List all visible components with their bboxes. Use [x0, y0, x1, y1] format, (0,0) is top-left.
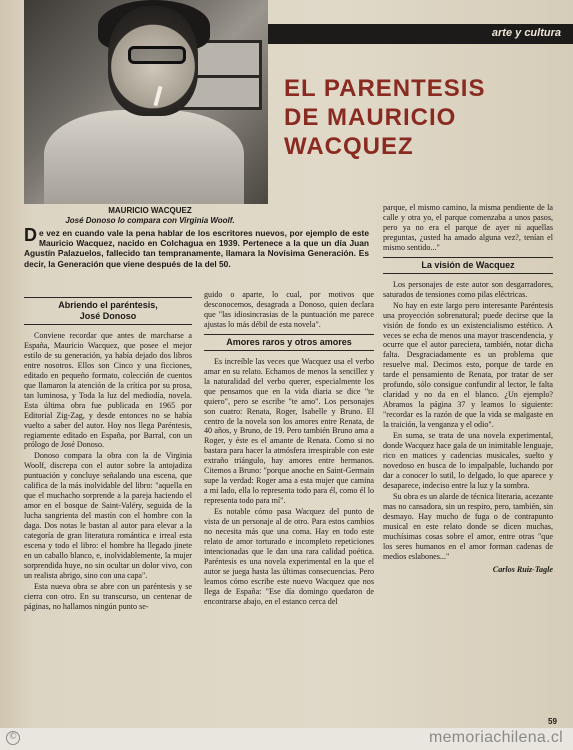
col1-paragraph: Esta nueva obra se abre con un paréntesis y se cierra con otro. En su transcurso, un centenar de páginas, no hallamos ningún punto se-: [24, 581, 192, 611]
col3-paragraph: Su obra es un alarde de técnica literaria, acezante mas no cansadora, sin un respiro, pero, también, sin desmayo. Hay mucho de fuga o de contrapunto musical en este relato donde se dicen muchas, muchísimas cosas sobre el amor, entre otras "que los seres humanos en el amor forman cadenas de medios eslabones...": [383, 491, 553, 561]
author-photo: [24, 0, 268, 204]
page-number: 59: [548, 717, 557, 726]
headline-line-3: WACQUEZ: [284, 133, 414, 160]
photo-figure-body: [44, 110, 244, 204]
intro-dropcap: D: [24, 225, 37, 245]
col2-top-paragraph: guido o aparte, lo cual, por motivos que desconocemos, desagrada a Donoso, quien declara que "las idiosincrasias de la puntuación me parece ajustas lo más débil de esta novela".: [204, 290, 374, 329]
col1-heading-line-1: Abriendo el paréntesis,: [58, 300, 158, 310]
col1-heading-line-2: José Donoso: [79, 311, 137, 321]
col1-heading: [24, 297, 192, 325]
col2-paragraph: Es increíble las veces que Wacquez usa el verbo amar en su relato. Echamos de menos la sencillez y la naturalidad del verbo querer, especialmente los que pensamos que en la vida diaria se dice "te quiero", pero se escribe "te amo". Los personajes son cuatro: Renata, Roger, Isabelle y Bruno. El centro de la novela son los amores entre Renata, de 40 años, y Bruno, de 19. Pero también Bruno ama a Roger, y éste es el amante de Renata. Como si no bastara para hacer la atmósfera irrespirable con este extraño triángulo, hay amores entre hermanos. Citemos a Bruno: "porque anoche en Saint-Germain supe la verdad: Roger ama a esta mujer que camina a mi lado, ella lo representa todo para él, como él lo representa todo para mí".: [204, 356, 374, 506]
col3-paragraph: No hay en este largo pero interesante Paréntesis una proyección sobrenatural; puede decirse que la visión de fondo es un existencialismo estético. A veces se echa de menos una mayor trascendencia, y ocurre que el autor pareciera, también, notar dicha falta. Desgraciadamente es un problema que resuelve mal. Decimos esto, porque de tarde en tarde el pensamiento de Renata, por tratar de ser profundo, sólo consigue confundir al lector, le falta claridad y no da en el blanco. ¿Un ejemplo? Abramos la página 37 y leamos lo siguiente: "recordar es la razón de que la vida se malgaste en la traición, la venganza y el odio".: [383, 300, 553, 430]
photo-caption: [30, 206, 270, 226]
col3-heading: La visión de Wacquez: [383, 257, 553, 274]
headline-line-2: DE MAURICIO: [284, 104, 457, 131]
article-headline: [284, 74, 564, 161]
photo-figure-glasses: [128, 46, 186, 64]
section-label: arte y cultura: [268, 24, 573, 44]
column-2: [204, 290, 374, 608]
caption-name: MAURICIO WACQUEZ: [108, 206, 192, 215]
col1-paragraph: Conviene recordar que antes de marcharse a España, Mauricio Wacquez, que posee el mejor estilo de su generación, ya había dejado dos libros entre nosotros. Ellos son Cinco y una ficciones, editado en pequeño formato, colección de cuentos que llamaron la atención de la crítica por su prosa, tan luminosa, y Toda la luz del mediodía, novela. Esta última obra fue publicada en 1965 por Editorial Zig-Zag, y desde entonces no se había vuelto a saber del autor. Hoy nos llega Paréntesis, regiamente editado en España, por Barral, con un prólogo de José Donoso.: [24, 331, 192, 450]
article-intro: [24, 225, 369, 269]
col3-paragraph: Los personajes de este autor son desgarradores, saturados de tensiones como pilas eléctricas.: [383, 279, 553, 299]
column-3: [383, 203, 553, 575]
headline-line-1: EL PARENTESIS: [284, 75, 486, 102]
footer-site-link[interactable]: memoriachilena.cl: [428, 729, 563, 746]
col2-paragraph: Es notable cómo pasa Wacquez del punto de vista de un personaje al de otro. Para estos cambios no necesita más que una coma. Hay en todo este relato de amor torturado e incompleto repeticiones intencionadas que le dan una rara calidad poética. Paréntesis es una novela experimental en la que el autor se juega hasta las últimas consecuencias. Pero leamos cómo escribe este nuevo Wacquez que nos llega de España: "Ese día domingo quedaron de encontrarse abajo, en el estanco cerca del: [204, 507, 374, 606]
col2-heading: Amores raros y otros amores: [204, 334, 374, 351]
col3-paragraph: En suma, se trata de una novela experimental, donde Wacquez hace gala de un inimitable lenguaje, rico en matices y cadencias musicales, suelto y novedoso en busca de lo impalpable, luchando por dar a conocer lo sutil, lo delgado, lo que aparece y desaparece, indeciso entre la luz y la sombra.: [383, 431, 553, 490]
col1-paragraph: Donoso compara la obra con la de Virginia Woolf, discrepa con el autor sobre la antojadiza puntuación y concluye señalando una escena, que califica de la más inolvidable del libro: "aquella en que el muchacho sorprende a la pareja haciendo el amor en el bosque de Saint-Valéry, seguida de la lucha sangrienta del mastín con el hombre con la daga. Dos notas le bastan al autor para elevar a la categoría de gran literatura romántica e irreal esta escena y todo el libro: el hombre ha llegado jinete en un caballo blanco, e, inolvidablemente, la mujer sorprendida huye, no sin ocultar un dolor vivo, con un realista abrigo, sino con una capa".: [24, 451, 192, 580]
column-1: [24, 293, 192, 613]
intro-text: e vez en cuando vale la pena hablar de los escritores nuevos, por ejemplo de este Mauricio Wacquez, nacido en Colchagua en 1939. Pertenece a la que un día Juan Agustín Palazuelos, fallecido tan tempranamente, llamara la Novísima Generación. Es decir, la Generación que viene después de la del 50.: [24, 228, 369, 269]
copyright-icon: ©: [6, 731, 20, 745]
col3-top-paragraph: parque, el mismo camino, la misma pendiente de la calle y otra yo, el parque comenzaba a unos pasos, pero ya no era el parque de ayer ni aquellas preguntas, ¿usted ha amado alguna vez?, tenían el mismo sentido...": [383, 203, 553, 252]
caption-subtitle: José Donoso lo compara con Virginia Woolf.: [65, 216, 235, 225]
author-signature: Carlos Ruiz-Tagle: [492, 565, 553, 575]
